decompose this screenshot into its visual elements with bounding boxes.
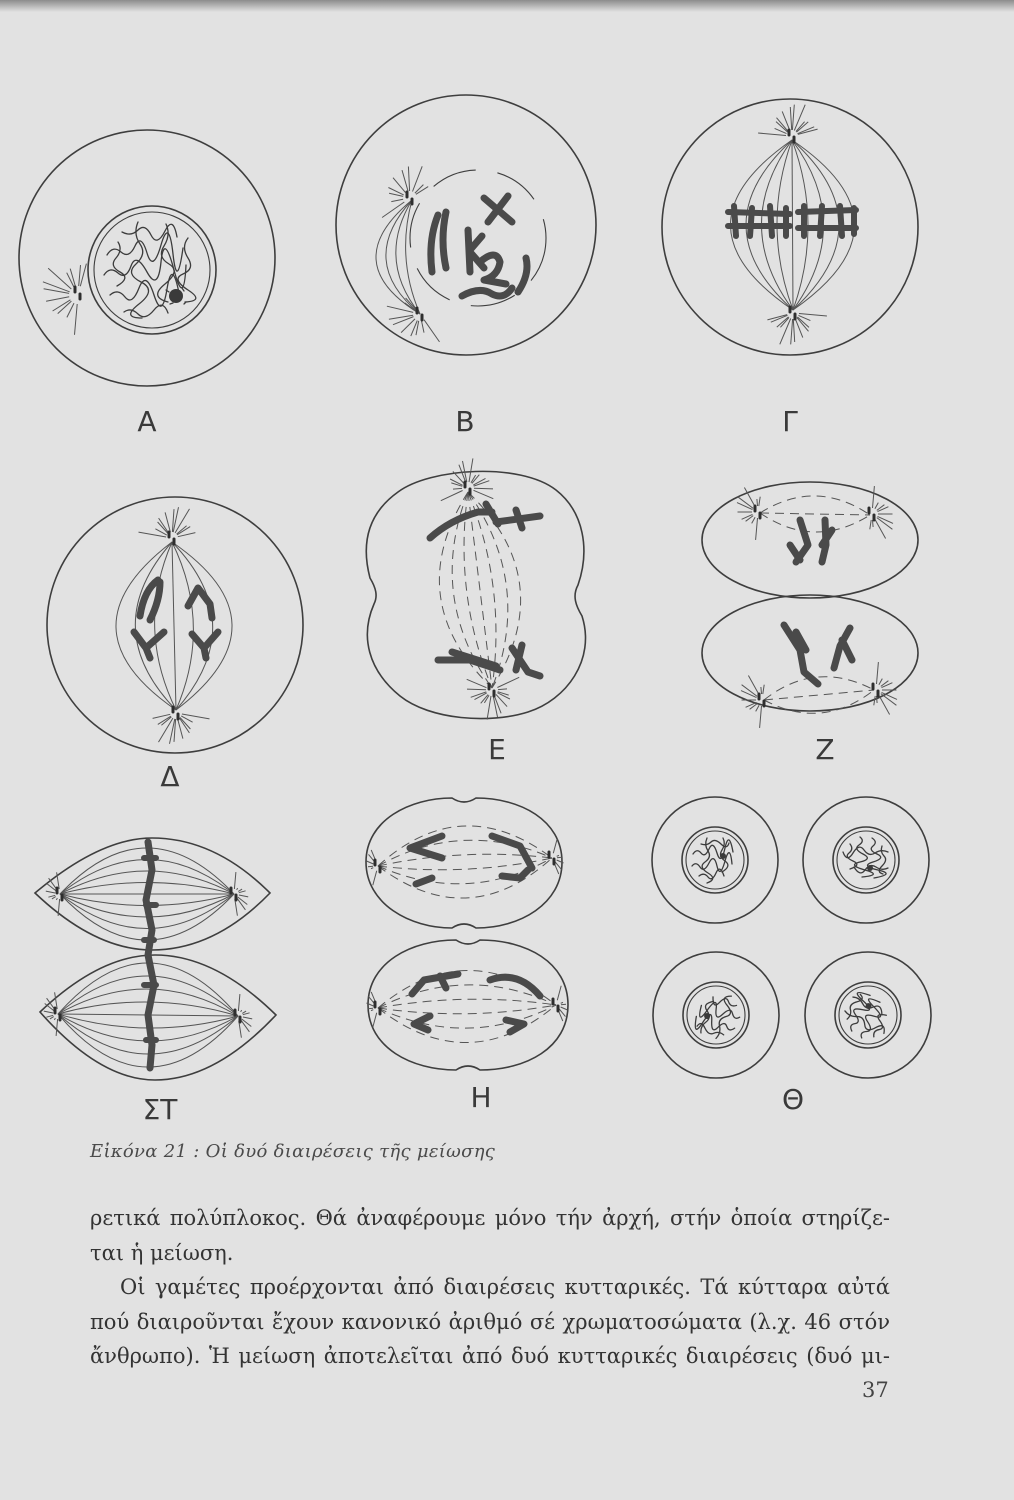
panel-label: Η (470, 1081, 492, 1114)
chromosome (484, 196, 512, 222)
aster-ray (238, 994, 240, 1011)
panel-sigma-tau (35, 838, 276, 1126)
aster-ray (237, 888, 238, 890)
aster-ray (44, 289, 70, 294)
aster-ray (46, 1015, 53, 1017)
text-line: πού διαιροῦνται ἔχουν κανονικό ἀριθμό σέ χρωματοσώματα (λ.χ. 46 στόν (90, 1309, 890, 1334)
centrosome (873, 684, 878, 696)
chromosome (431, 215, 438, 272)
centrosome (375, 1002, 380, 1014)
aster-ray (402, 170, 408, 191)
chromosome (192, 632, 218, 658)
panel-label: Ζ (815, 733, 835, 766)
aster-ray (763, 685, 764, 694)
spindle-fiber (764, 690, 874, 700)
spindle-fiber (172, 542, 176, 710)
aster-ray (453, 488, 462, 489)
gamete-cell (653, 952, 779, 1078)
panel-label: Γ (782, 405, 798, 438)
centrosome (57, 888, 62, 900)
aster-ray (241, 1010, 242, 1012)
aster-ray (875, 519, 886, 538)
aster-ray (391, 199, 403, 201)
chromosome (822, 520, 832, 562)
aster-ray (239, 891, 246, 893)
aster-ray (553, 839, 557, 854)
aster (153, 714, 210, 744)
aster-ray (797, 122, 809, 132)
panel-theta (652, 797, 931, 1116)
aster-ray (752, 517, 755, 523)
chromosome (502, 870, 528, 878)
centrosome (55, 1008, 60, 1020)
chromosome (134, 632, 164, 658)
aster-ray (67, 273, 74, 287)
aster-ray (373, 871, 377, 886)
aster-ray (557, 855, 559, 856)
spindle-fiber (764, 677, 874, 700)
aster-ray (879, 695, 890, 714)
chromatin (843, 837, 888, 878)
chromosome (784, 625, 818, 684)
spindle-fiber (135, 542, 176, 710)
gamete-cell (803, 797, 929, 923)
aster-ray (497, 677, 519, 687)
aster-ray (870, 520, 871, 529)
aster-ray (441, 491, 463, 501)
aster-ray (56, 1019, 58, 1036)
aster-ray (875, 503, 878, 509)
aster (139, 507, 196, 537)
panel-eta (366, 798, 568, 1114)
spindle-fiber (760, 513, 870, 532)
aster (874, 662, 897, 714)
centrosome (755, 506, 760, 518)
aster-ray (75, 304, 78, 335)
aster-ray (474, 488, 493, 489)
gamete-cell (805, 952, 931, 1078)
aster-ray (243, 1017, 252, 1019)
text-line: Οἱ γαμέτες προέρχονται ἀπό διαιρέσεις κυτταρικές. Τά κύτταρα αὐτά (120, 1275, 890, 1299)
panel-label: Ε (488, 733, 506, 766)
chromosome (512, 645, 540, 676)
chromosome (188, 588, 212, 618)
aster-ray (759, 497, 760, 506)
centrosome (75, 287, 80, 299)
cell-membrane (47, 497, 303, 753)
chromosome (412, 974, 458, 994)
aster-ray (67, 303, 74, 317)
spindle-fiber (378, 999, 556, 1008)
aster-ray (748, 676, 759, 695)
text-line: ἄνθρωπο). Ἡ μείωση ἀποτελεῖται ἀπό δυό κυτταρικές διαιρέσεις (δυό μι- (90, 1344, 890, 1368)
chromatin (837, 988, 896, 1046)
aster-ray (367, 861, 374, 864)
aster-ray (243, 1013, 250, 1015)
spindle-fiber (172, 542, 213, 710)
aster-ray (797, 318, 809, 332)
aster-ray (758, 133, 786, 136)
aster-ray (777, 317, 789, 327)
aster-ray (756, 705, 759, 711)
panel-label: Α (137, 405, 157, 438)
chromosome (492, 836, 532, 868)
aster-ray (467, 679, 487, 687)
panel-label: ΣΤ (142, 1093, 178, 1126)
chromosome (496, 510, 540, 528)
aster-ray (56, 898, 57, 900)
chromosome (462, 288, 512, 296)
spindle (760, 496, 870, 532)
aster-ray (238, 889, 242, 891)
aster-ray (777, 118, 789, 132)
aster-ray (52, 897, 56, 899)
chromosome (414, 1016, 430, 1030)
aster-ray (757, 499, 758, 506)
aster-ray (46, 297, 69, 302)
aster-ray (799, 314, 827, 317)
spindle-fiber (760, 513, 870, 515)
spindle-fiber (116, 542, 176, 710)
panel-a (19, 130, 275, 438)
aster-ray (44, 1011, 53, 1013)
chromosome (468, 230, 484, 272)
aster-ray (373, 1013, 377, 1028)
spindle-fiber (760, 496, 870, 515)
aster-ray (53, 300, 71, 311)
aster-ray (756, 518, 758, 540)
gamete-cell (652, 797, 778, 923)
chromatin (692, 838, 733, 883)
panel-label: Θ (781, 1083, 805, 1116)
daughter-cell-membrane (702, 595, 918, 711)
aster-ray (242, 1011, 246, 1013)
aster-ray (487, 696, 491, 720)
aster-ray (795, 319, 803, 338)
centrosome (869, 508, 874, 520)
aster-ray (234, 872, 236, 889)
figure-caption: Εἰκόνα 21 : Οἱ δυό διαιρέσεις τῆς μείωσης (90, 1141, 496, 1162)
aster-ray (790, 107, 791, 130)
aster-ray (467, 689, 486, 690)
aster-ray (408, 167, 409, 192)
aster-ray (760, 706, 762, 728)
aster-ray (561, 1007, 568, 1010)
aster-ray (879, 679, 882, 685)
chromosome (443, 212, 446, 268)
aster-ray (761, 687, 762, 694)
spindle (378, 970, 556, 1042)
aster (870, 486, 893, 538)
cell-membrane (19, 130, 275, 386)
chromatin (104, 222, 196, 318)
aster-ray (474, 490, 494, 498)
centrosome (375, 860, 380, 872)
panel-gamma (662, 99, 918, 438)
aster-ray (239, 895, 248, 897)
aster-ray (48, 895, 55, 897)
chromosome (790, 520, 808, 562)
aster-ray (469, 458, 473, 482)
aster-ray (54, 1018, 55, 1020)
aster-ray (50, 1017, 54, 1019)
panel-epsilon (366, 458, 585, 766)
aster-ray (873, 486, 875, 508)
panel-b (336, 95, 596, 438)
chromosome (506, 1020, 524, 1032)
spindle-fiber (378, 1005, 556, 1014)
panel-label: Δ (160, 760, 180, 793)
aster-ray (424, 320, 440, 342)
cell-membrane (366, 471, 585, 718)
aster-ray (792, 105, 794, 130)
spindle (116, 542, 232, 710)
chromosome (438, 652, 500, 670)
aster (382, 166, 428, 217)
aster-ray (371, 868, 373, 869)
aster-ray (48, 268, 71, 289)
text-line: ρετικά πολύπλοκος. Θά ἀναφέρουμε μόνο τήν ἀρχή, στήν ὁποία στηρίζε- (90, 1206, 890, 1230)
chromosome (430, 504, 498, 538)
aster-ray (791, 319, 793, 344)
panel-delta (47, 497, 303, 793)
aster-ray (557, 986, 561, 1001)
aster-ray (877, 662, 879, 684)
chromosome (834, 628, 852, 668)
aster-ray (874, 696, 875, 705)
spindle-fiber (764, 690, 874, 713)
panel-zeta (702, 482, 918, 766)
aster-ray (782, 111, 790, 130)
nuclear-envelope-outer (88, 206, 216, 334)
body-text (90, 1201, 890, 1374)
aster-ray (79, 265, 81, 286)
text-line: ται ἡ μείωση. (90, 1240, 234, 1265)
aster-ray (793, 319, 794, 342)
spindle-fiber (378, 1005, 556, 1028)
cell-membrane (336, 95, 596, 355)
aster-ray (422, 321, 425, 333)
chromosome (416, 878, 432, 884)
aster-ray (80, 264, 86, 287)
spindle-fiber (172, 542, 232, 710)
spindle-fiber (378, 1005, 556, 1043)
aster-ray (46, 891, 55, 893)
panel-label: Β (455, 405, 475, 438)
aster (767, 314, 827, 345)
aster-ray (561, 1002, 563, 1003)
chromosome (518, 258, 527, 292)
aster-ray (371, 1010, 373, 1011)
aster-ray (498, 689, 507, 690)
page-number: 37 (862, 1378, 889, 1402)
